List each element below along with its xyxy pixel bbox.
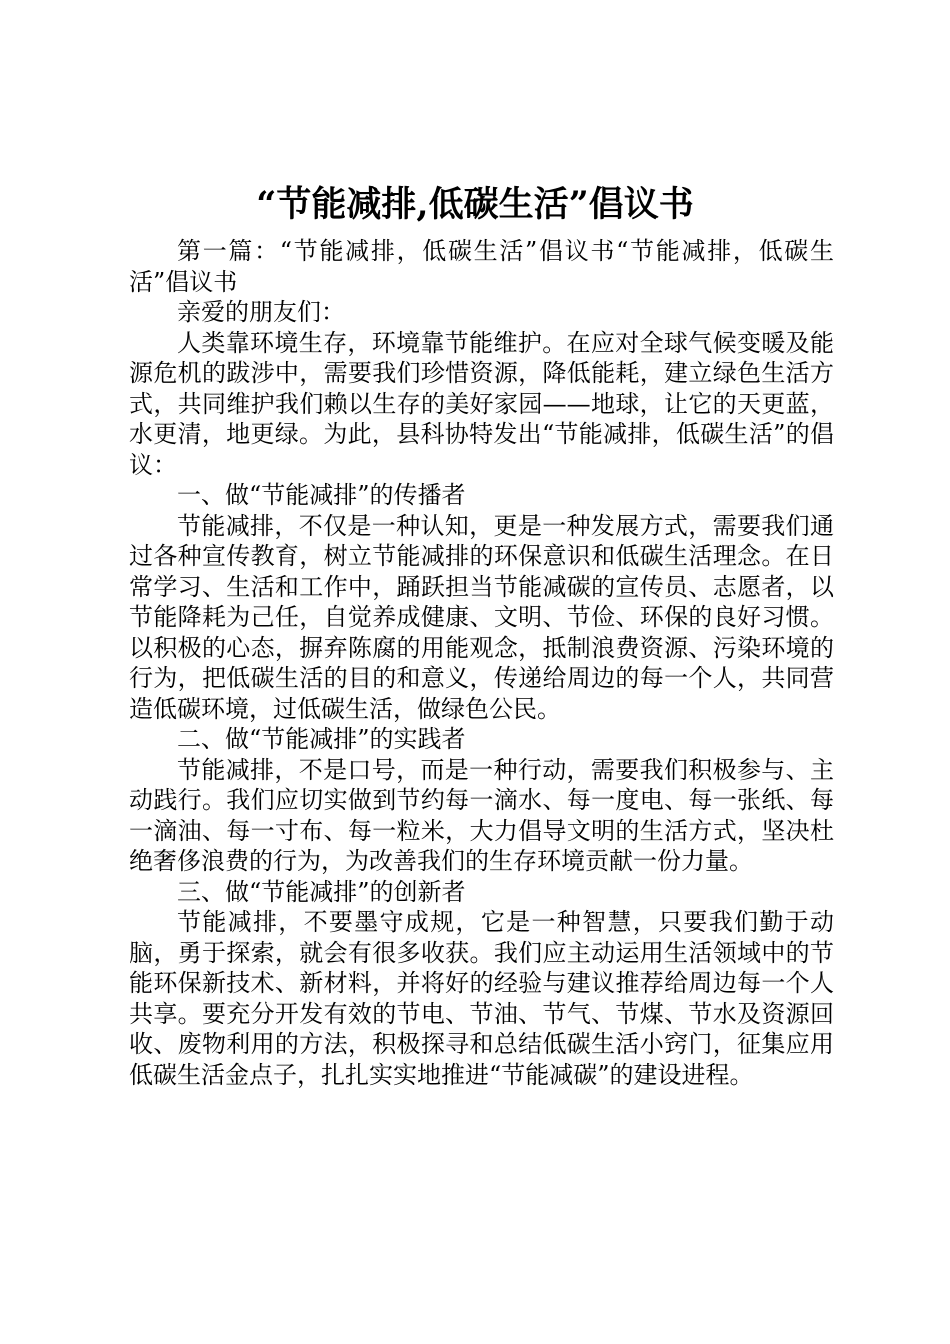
section-heading-3: 三、做“节能减排”的创新者 <box>177 877 466 906</box>
paragraph-section-1: 节能减排，不仅是一种认知，更是一种发展方式，需要我们通过各种宣传教育，树立节能减排的环保意识和低碳生活理念。在日常学习、生活和工作中，踊跃担当节能减碳的宣传员、志愿者，以节能降耗为己任，自觉养成健康、文明、节俭、环保的良好习惯。以积极的心态，摒弃陈腐的用能观念，抵制浪费资源、污染环境的行为，把低碳生活的目的和意义，传递给周边的每一个人，共同营造低碳环境，过低碳生活，做绿色公民。 <box>129 511 834 723</box>
paragraph-section-2: 节能减排，不是口号，而是一种行动，需要我们积极参与、主动践行。我们应切实做到节约每一滴水、每一度电、每一张纸、每一滴油、每一寸布、每一粒米，大力倡导文明的生活方式，坚决杜绝奢侈浪费的行为，为改善我们的生存环境贡献一份力量。 <box>129 755 834 875</box>
paragraph-salutation: 亲爱的朋友们： <box>177 298 345 326</box>
paragraph-section-3: 节能减排，不要墨守成规，它是一种智慧，只要我们勤于动脑，勇于探索，就会有很多收获。我们应主动运用生活领域中的节能环保新技术、新材料，并将好的经验与建议推荐给周边每一个人共享。要充分开发有效的节电、节油、节气、节煤、节水及资源回收、废物利用的方法，积极探寻和总结低碳生活小窍门，征集应用低碳生活金点子，扎扎实实地推进“节能减碳”的建设进程。 <box>129 908 834 1089</box>
paragraph-first-heading: 第一篇：“节能减排，低碳生活”倡议书“节能减排，低碳生活”倡议书 <box>129 237 834 296</box>
section-heading-2: 二、做“节能减排”的实践者 <box>177 725 466 753</box>
document-title: “节能减排,低碳生活”倡议书 <box>256 184 694 225</box>
document-body <box>129 236 834 1090</box>
section-heading-1: 一、做“节能减排”的传播者 <box>177 481 466 509</box>
paragraph-intro: 人类靠环境生存，环境靠节能维护。在应对全球气候变暖及能源危机的跋涉中，需要我们珍惜资源，降低能耗，建立绿色生活方式，共同维护我们赖以生存的美好家园——地球，让它的天更蓝，水更清，地更绿。为此，县科协特发出“节能减排，低碳生活”的倡议： <box>129 328 834 479</box>
